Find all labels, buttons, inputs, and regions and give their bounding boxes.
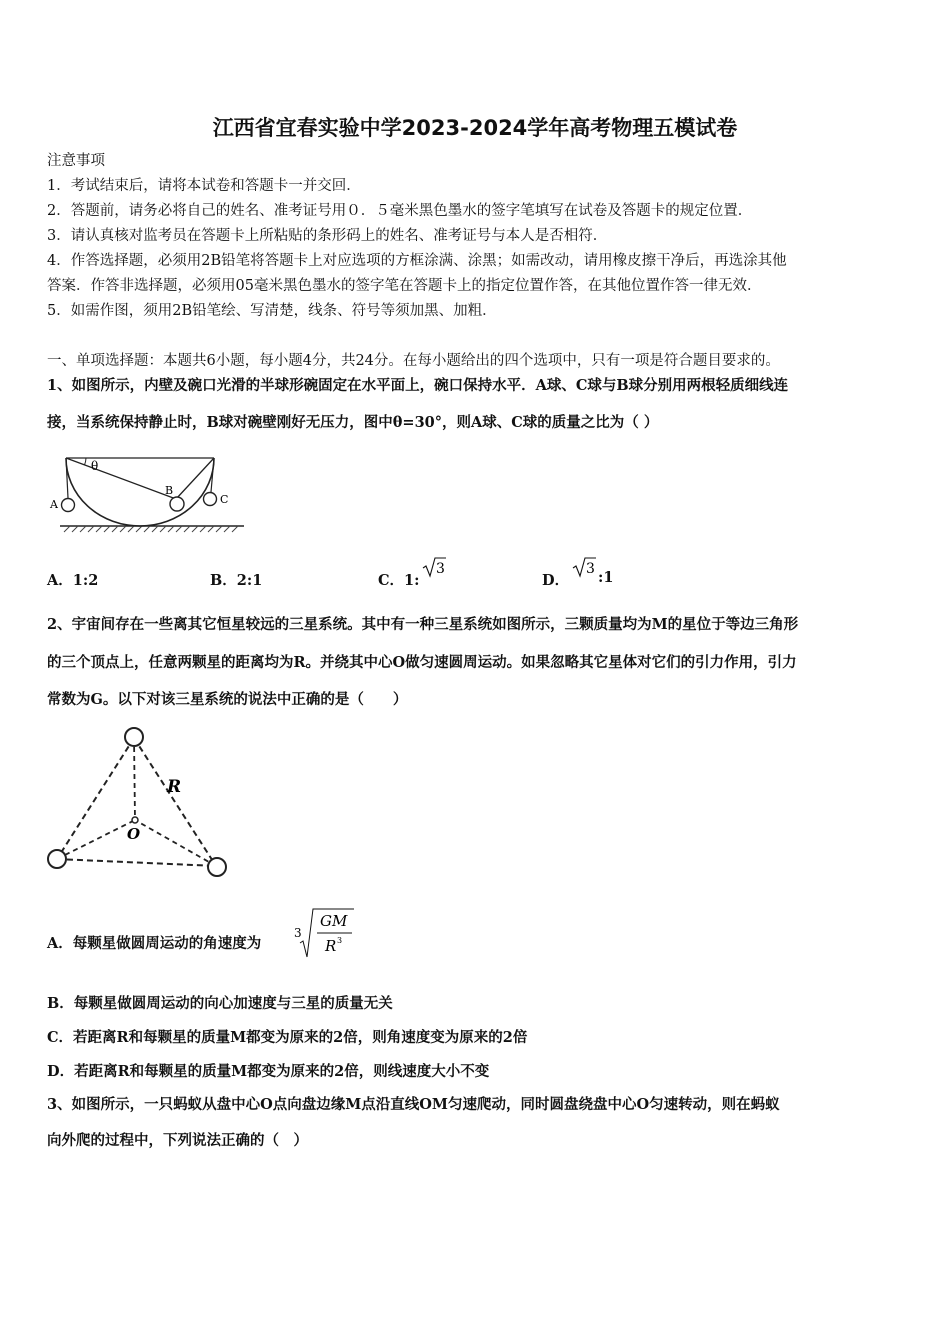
q2-option-a xyxy=(47,932,261,953)
star-right xyxy=(208,858,226,876)
string-a-b xyxy=(66,458,176,499)
center-point xyxy=(132,817,138,823)
ball-a-label: A xyxy=(50,498,58,511)
triangle-edge-bottom xyxy=(57,859,216,866)
q1-option-d-suffix: :1 xyxy=(598,569,614,586)
page-title: 江西省宜春实验中学2023-2024学年高考物理五模试卷 xyxy=(212,116,738,140)
triangle-edge-left xyxy=(57,738,134,859)
q1-option-c-prefix: C．1: xyxy=(378,572,420,589)
angular-velocity-formula xyxy=(292,907,356,961)
q1-option-b: B．2:1 xyxy=(210,572,263,589)
ball-c xyxy=(204,493,217,506)
q1-text: 接，当系统保持静止时，B球对碗壁刚好无压力，图中θ=30°，则A球、C球的质量之比为（ ） xyxy=(47,414,659,431)
q2-option-a-prefix: A．每颗星做圆周运动的角速度为 xyxy=(47,935,262,952)
q1-option-c xyxy=(378,561,445,590)
star-left xyxy=(48,850,66,868)
q2-option-d: D．若距离R和每颗星的质量M都变为原来的2倍，则线速度大小不变 xyxy=(47,1063,490,1080)
bowl-arc xyxy=(66,458,214,526)
formula-exponent: 3 xyxy=(337,936,343,945)
q2-option-b: B．每颗星做圆周运动的向心加速度与三星的质量无关 xyxy=(47,995,393,1012)
q2-three-star-figure xyxy=(40,722,240,884)
distance-label: R xyxy=(167,777,182,797)
q2-text: 的三个顶点上，任意两颗星的距离均为R。并绕其中心O做匀速圆周运动。如果忽略其它星体对它们的引力作用，引力 xyxy=(47,654,797,671)
q2-text: 常数为G。以下对该三星系统的说法中正确的是（ ） xyxy=(47,691,408,708)
formula-numerator: GM xyxy=(320,912,348,930)
theta-angle-arc xyxy=(85,458,87,465)
q1-bowl-figure xyxy=(46,448,246,538)
q2-option-c: C．若距离R和每颗星的质量M都变为原来的2倍，则角速度变为原来的2倍 xyxy=(47,1029,528,1046)
notice-item: 5．如需作图，须用2B铅笔绘、写清楚，线条、符号等须加黑、加粗． xyxy=(47,303,497,319)
notice-item: 2．答题前，请务必将自己的姓名、准考证号用０．５毫米黑色墨水的签字笔填写在试卷及答题卡的规定位置． xyxy=(47,203,753,219)
q1-text: 1、如图所示，内壁及碗口光滑的半球形碗固定在水平面上，碗口保持水平．A球、C球与B球分别用两根轻质细线连 xyxy=(47,377,789,394)
notice-heading: 注意事项 xyxy=(47,153,105,169)
ball-b-label: B xyxy=(165,484,174,497)
sqrt-number: 3 xyxy=(586,561,595,577)
formula-denominator: R xyxy=(325,937,337,955)
q1-option-a: A．1:2 xyxy=(47,572,99,589)
center-line-right xyxy=(135,820,216,866)
sqrt3-symbol xyxy=(572,556,596,578)
q1-option-d xyxy=(542,561,632,590)
q3-text: 3、如图所示，一只蚂蚁从盘中心O点向盘边缘M点沿直线OM匀速爬动，同时圆盘绕盘中心O匀速转动，则在蚂蚁 xyxy=(47,1096,780,1113)
ground-hatching xyxy=(64,526,238,532)
notice-item: 答案．作答非选择题，必须用05毫米黑色墨水的签字笔在答题卡上的指定位置作答，在其他位置作答一律无效． xyxy=(47,278,762,294)
theta-label: θ xyxy=(91,459,99,473)
triangle-edge-right xyxy=(134,738,216,866)
notice-item: 3．请认真核对监考员在答题卡上所粘贴的条形码上的姓名、准考证号与本人是否相符． xyxy=(47,228,608,244)
q3-text: 向外爬的过程中，下列说法正确的（ ） xyxy=(47,1132,308,1149)
ball-a xyxy=(62,499,75,512)
section-heading: 一、单项选择题：本题共6小题，每小题4分，共24分。在每小题给出的四个选项中，只有一项是符合题目要求的。 xyxy=(47,353,780,369)
ball-c-label: C xyxy=(220,493,229,506)
sqrt3-symbol xyxy=(422,556,446,578)
notice-item: 1．考试结束后，请将本试卷和答题卡一并交回． xyxy=(47,178,361,194)
sqrt-number: 3 xyxy=(436,561,445,577)
notice-item: 4．作答选择题，必须用2B铅笔将答题卡上对应选项的方框涂满、涂黑；如需改动，请用橡皮擦干净后，再选涂其他 xyxy=(47,253,787,269)
star-top xyxy=(125,728,143,746)
center-line-top xyxy=(134,738,135,820)
center-label: O xyxy=(127,825,141,843)
root-index: 3 xyxy=(294,926,302,940)
q1-option-d-prefix: D． xyxy=(542,572,570,589)
ball-b xyxy=(170,497,184,511)
q2-text: 2、宇宙间存在一些离其它恒星较远的三星系统。其中有一种三星系统如图所示，三颗质量均为M的星位于等边三角形 xyxy=(47,616,799,633)
